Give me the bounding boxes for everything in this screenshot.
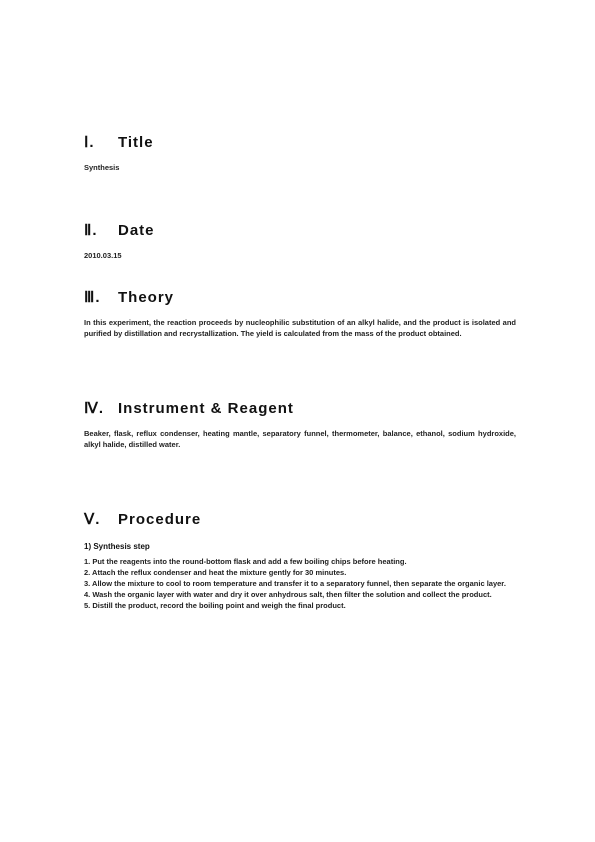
procedure-step: 1. Put the reagents into the round-bottom flask and add a few boiling chips before heating.: [84, 557, 407, 566]
section-heading: [84, 400, 516, 418]
procedure-steps: [84, 556, 516, 611]
section-title: [84, 134, 516, 173]
procedure-step: 5. Distill the product, record the boiling point and weigh the final product.: [84, 601, 346, 610]
section-heading-text: Instrument & Reagent: [118, 400, 294, 417]
section-heading-text: Theory: [118, 289, 175, 306]
section-heading: [84, 511, 516, 529]
section-body: Beaker, flask, reflux condenser, heating mantle, separatory funnel, thermometer, balance, ethanol, sodium hydroxide, alkyl halide, distilled water.: [84, 429, 516, 449]
section-heading: [84, 134, 516, 152]
section-body: In this experiment, the reaction proceeds by nucleophilic substitution of an alkyl halide, and the product is isolated and purified by distillation and recrystallization. The yield is calculated from the mass of the product obtained.: [84, 318, 516, 338]
section-body: Synthesis: [84, 163, 120, 172]
section-heading-text: Title: [118, 134, 154, 151]
procedure-subhead: 1) Synthesis step: [84, 542, 150, 551]
section-number: Ⅴ.: [84, 511, 101, 528]
procedure-step: 3. Allow the mixture to cool to room temperature and transfer it to a separatory funnel, then separate the organic layer.: [84, 579, 506, 588]
section-number: Ⅲ.: [84, 289, 101, 306]
section-heading-text: Procedure: [118, 511, 202, 528]
section-heading-text: Date: [118, 222, 155, 239]
procedure-step: 2. Attach the reflux condenser and heat the mixture gently for 30 minutes.: [84, 568, 347, 577]
section-body: 2010.03.15: [84, 251, 122, 260]
section-heading: [84, 222, 516, 240]
section-instrument-reagent: [84, 400, 516, 450]
section-procedure: [84, 511, 516, 611]
section-number: Ⅳ.: [84, 400, 105, 417]
section-heading: [84, 289, 516, 307]
section-number: Ⅰ.: [84, 134, 95, 151]
section-date: [84, 222, 516, 261]
section-theory: [84, 289, 516, 339]
section-number: Ⅱ.: [84, 222, 98, 239]
procedure-step: 4. Wash the organic layer with water and dry it over anhydrous salt, then filter the solution and collect the product.: [84, 590, 492, 599]
